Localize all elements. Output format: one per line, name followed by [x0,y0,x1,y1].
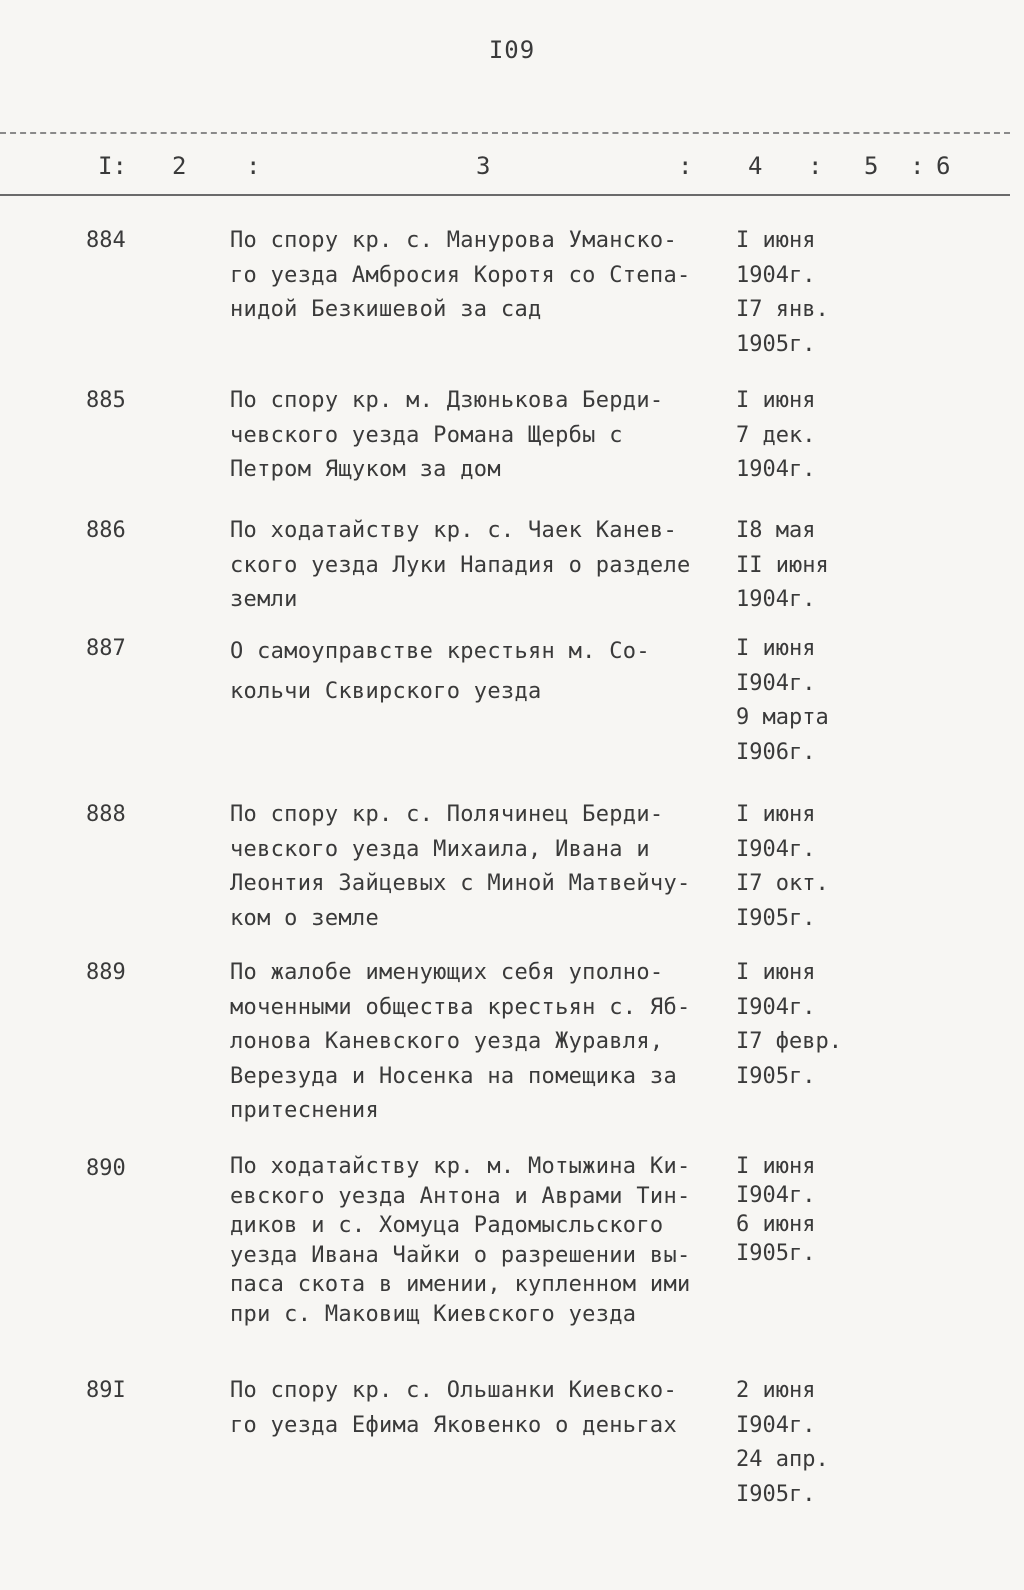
entry-description [230,224,730,328]
description-line: ского уезда Луки Нападия о разделе [230,552,691,578]
entry-number: 889 [86,960,126,985]
description-line: По спору кр. с. Манурова Уманско- [230,228,677,253]
date-line: I июня [736,228,816,253]
entry-dates [736,1152,876,1268]
date-line: 7 дек. [736,422,816,448]
description-line: моченными общества крестьян с. Яб- [230,994,691,1020]
entry-dates [736,1374,876,1512]
column-header-2: 2 [172,152,187,180]
date-line: I904г. [736,1412,816,1438]
description-line: евского уезда Антона и Аврами Тин- [230,1183,691,1209]
date-line: 2 июня [736,1378,816,1403]
date-line: 9 марта [736,705,829,730]
entry-dates [736,956,876,1094]
date-line: I8 мая [736,518,816,543]
date-line: 24 апр. [736,1447,829,1472]
entry-number: 890 [86,1156,126,1181]
description-line: По спору кр. с. Полячинец Берди- [230,802,664,827]
entry-description [230,384,730,488]
entry-description [230,798,730,936]
description-line: чевского уезда Михаила, Ивана и [230,836,650,862]
description-line: По спору кр. с. Ольшанки Киевско- [230,1378,677,1403]
page-number: I09 [488,36,536,64]
date-line: 1904г. [736,262,816,288]
description-line: земли [230,587,298,612]
date-line: I7 февр. [736,1029,842,1054]
entry-description [230,514,730,618]
description-line: Петром Ящуком за дом [230,457,501,482]
column-header-4: 4 [748,152,763,180]
date-line: 6 июня [736,1212,816,1237]
header-rule [0,194,1010,196]
date-line: II июня [736,552,829,578]
date-line: 1904г. [736,457,816,482]
date-line: I904г. [736,994,816,1020]
description-line: По ходатайству кр. с. Чаек Канев- [230,518,677,543]
description-line: паса скота в имении, купленном ими [230,1272,691,1297]
description-line: По спору кр. м. Дзюнькова Берди- [230,388,664,413]
description-line: го уезда Ефима Яковенко о деньгах [230,1412,677,1438]
date-line: I904г. [736,836,816,862]
entry-description [230,1374,730,1443]
date-line: I904г. [736,670,816,696]
entry-number: 884 [86,228,126,253]
date-line: I июня [736,802,816,827]
entry-description [230,956,730,1129]
description-line: кольчи Сквирского уезда [230,679,542,704]
column-separator: : [678,152,693,180]
date-line: I июня [736,388,816,413]
column-header-6: 6 [936,152,951,180]
description-line: ком о земле [230,905,379,931]
column-header-1: I: [98,152,127,180]
column-header-3: 3 [476,152,491,180]
description-line: го уезда Амбросия Коротя со Степа- [230,262,691,288]
entry-number: 885 [86,388,126,413]
date-line: 1904г. [736,587,816,612]
entry-number: 888 [86,802,126,827]
date-line: 1905г. [736,331,816,357]
entry-number: 89I [86,1378,126,1403]
date-line: I7 окт. [736,871,829,896]
entry-dates [736,514,876,618]
dashed-rule [0,132,1010,134]
date-line: I905г. [736,1241,816,1266]
column-header-5: 5 [864,152,879,180]
description-line: О самоуправстве крестьян м. Со- [230,639,650,664]
entry-dates [736,384,876,488]
description-line: при с. Маковищ Киевского уезда [230,1301,637,1327]
entry-description [230,632,730,712]
date-line: I7 янв. [736,297,829,322]
description-line: нидой Безкишевой за сад [230,297,542,322]
description-line: Верезуда и Носенка на помещика за [230,1063,677,1089]
date-line: I июня [736,636,816,661]
date-line: I905г. [736,905,816,931]
description-line: чевского уезда Романа Щербы с [230,422,623,448]
entry-description [230,1152,730,1329]
column-separator: : [808,152,823,180]
description-line: притеснения [230,1098,379,1123]
entry-dates [736,798,876,936]
date-line: I904г. [736,1183,816,1208]
description-line: уезда Ивана Чайки о разрешении вы- [230,1242,691,1268]
column-headers [0,152,1010,186]
date-line: I906г. [736,739,816,765]
description-line: По жалобе именующих себя уполно- [230,960,664,985]
entry-number: 887 [86,636,126,661]
entry-number: 886 [86,518,126,543]
description-line: По ходатайству кр. м. Мотыжина Ки- [230,1154,691,1179]
column-separator: : [246,152,261,180]
date-line: I июня [736,960,816,985]
entry-dates [736,224,876,362]
date-line: I июня [736,1154,816,1179]
date-line: I905г. [736,1481,816,1507]
description-line: лонова Каневского уезда Журавля, [230,1029,664,1054]
date-line: I905г. [736,1063,816,1089]
column-separator: : [910,152,925,180]
description-line: диков и с. Хомуца Радомысльского [230,1213,664,1238]
entry-dates [736,632,876,770]
description-line: Леонтия Зайцевых с Миной Матвейчу- [230,871,691,896]
